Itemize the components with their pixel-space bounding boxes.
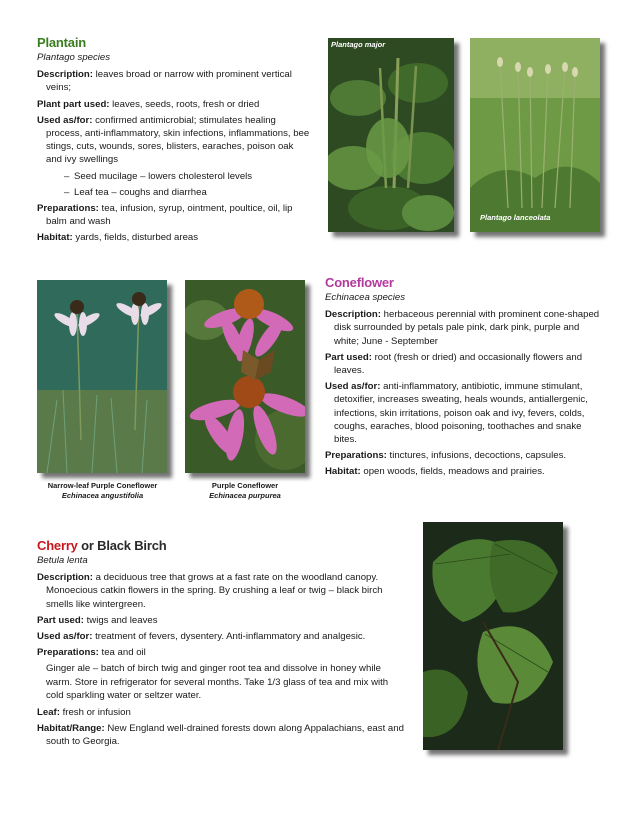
coneflower-habitat xyxy=(325,465,600,478)
narrow-leaf-caption xyxy=(30,481,175,501)
description-text: herbaceous perennial with prominent cone-shaped disk surrounded by petals pale pink, dark pink, purple and white; June - September xyxy=(334,309,600,347)
coneflower-preparations xyxy=(325,449,600,462)
coneflower-used-for xyxy=(325,380,600,446)
part-label: Part used: xyxy=(37,614,84,626)
plantain-seed-note: – Seed mucilage – lowers cholesterol levels xyxy=(37,170,312,183)
plantain-preparations xyxy=(37,202,312,228)
used-text: anti-inflammatory, antibiotic, immune stimulant, detoxifier, increases sweating, heals wounds, antiallergenic, infections, skin irritations, poison oak and ivy, fevers, colds, coughs, earaches, blood poisoning, toothaches and snake bites. xyxy=(334,381,588,446)
part-text: root (fresh or dried) and occasionally flowers and leaves. xyxy=(334,351,583,377)
description-label: Description: xyxy=(325,309,381,321)
birch-ginger-ale: Ginger ale – batch of birch twig and ginger root tea and dissolve in honey while warm. Store in refrigerator for several months. Take 1/3 glass of tea and mix with cold sparkling water or seltzer water. xyxy=(46,663,389,701)
habitat-text: yards, fields, disturbed areas xyxy=(75,232,199,244)
birch-leaf xyxy=(37,706,407,719)
part-label: Plant part used: xyxy=(37,98,110,110)
narrow-leaf-coneflower-photo xyxy=(37,280,167,473)
narrow-leaf-latin-name: Echinacea angustifolia xyxy=(61,491,144,500)
leaf-label: Leaf: xyxy=(37,707,60,719)
birch-description xyxy=(37,571,407,611)
used-label: Used as/for: xyxy=(325,381,381,393)
prep-label: Preparations: xyxy=(37,647,99,659)
plantain-description xyxy=(37,68,312,94)
plantain-title: Plantain xyxy=(37,35,86,50)
coneflower-part-used xyxy=(325,351,600,377)
prep-label: Preparations: xyxy=(37,203,99,215)
birch-habitat xyxy=(37,722,407,748)
purple-coneflower-caption xyxy=(185,481,305,501)
part-text: leaves, seeds, roots, fresh or dried xyxy=(112,98,260,110)
description-label: Description: xyxy=(37,69,93,81)
coneflower-section xyxy=(325,275,600,482)
plantago-major-photo xyxy=(328,38,454,232)
used-label: Used as/for: xyxy=(37,631,93,643)
black-birch-photo xyxy=(423,522,563,750)
birch-section xyxy=(37,538,407,752)
description-text: leaves broad or narrow with prominent vertical veins; xyxy=(46,69,292,94)
coneflower-description xyxy=(325,308,600,348)
purple-coneflower-latin-name: Echinacea purpurea xyxy=(209,491,281,500)
plantain-habitat xyxy=(37,231,312,244)
purple-coneflower-common-name: Purple Coneflower xyxy=(211,481,279,490)
habitat-label: Habitat: xyxy=(37,232,73,244)
birch-title-rest: or Black Birch xyxy=(77,538,167,553)
used-text: treatment of fevers, dysentery. Anti-inflammatory and analgesic. xyxy=(95,631,366,643)
birch-latin-name: Betula lenta xyxy=(37,555,88,566)
prep-text: tinctures, infusions, decoctions, capsules. xyxy=(389,450,567,462)
used-text: confirmed antimicrobial; stimulates healing process, anti-inflammatory, skin infections, inflammations, bee stings, cuts, wounds, sores, blisters, earaches, poison oak and ivy swellings xyxy=(46,114,310,166)
birch-preparations xyxy=(37,646,407,659)
part-text: twigs and leaves xyxy=(86,614,158,626)
description-text: a deciduous tree that grows at a fast rate on the woodland canopy. Monoecious catkin flowers in the spring. By crushing a leaf or twig – black birch smells like wintergreen. xyxy=(46,572,383,610)
habitat-text: New England well-drained forests down along Appalachians, east and south to Georgia. xyxy=(46,723,404,748)
part-label: Part used: xyxy=(325,351,372,363)
plantain-leaf-note: – Leaf tea – coughs and diarrhea xyxy=(37,186,312,199)
leaf-text: fresh or infusion xyxy=(62,707,131,719)
plantain-part-used xyxy=(37,98,312,111)
purple-coneflower-photo xyxy=(185,280,305,473)
plantain-used-for xyxy=(37,114,312,167)
plantago-lanceolata-label: Plantago lanceolata xyxy=(480,213,551,222)
birch-used-for xyxy=(37,630,407,643)
birch-title xyxy=(37,538,407,554)
birch-title-cherry: Cherry xyxy=(37,538,78,553)
birch-part-used xyxy=(37,614,407,627)
habitat-label: Habitat/Range: xyxy=(37,723,105,735)
prep-text: tea, infusion, syrup, ointment, poultice, oil, lip balm and wash xyxy=(46,203,293,228)
coneflower-latin-name: Echinacea species xyxy=(325,292,405,303)
plantain-latin-name: Plantago species xyxy=(37,52,111,63)
coneflower-title: Coneflower xyxy=(325,275,394,290)
plantain-section xyxy=(37,35,312,248)
habitat-text: open woods, fields, meadows and prairies. xyxy=(363,466,545,478)
used-label: Used as/for: xyxy=(37,114,93,126)
narrow-leaf-common-name: Narrow-leaf Purple Coneflower xyxy=(47,481,158,490)
plantago-major-label: Plantago major xyxy=(331,40,386,49)
description-label: Description: xyxy=(37,572,93,584)
plantago-lanceolata-photo xyxy=(470,38,600,232)
habitat-label: Habitat: xyxy=(325,466,361,478)
prep-text: tea and oil xyxy=(101,647,146,659)
prep-label: Preparations: xyxy=(325,450,387,462)
